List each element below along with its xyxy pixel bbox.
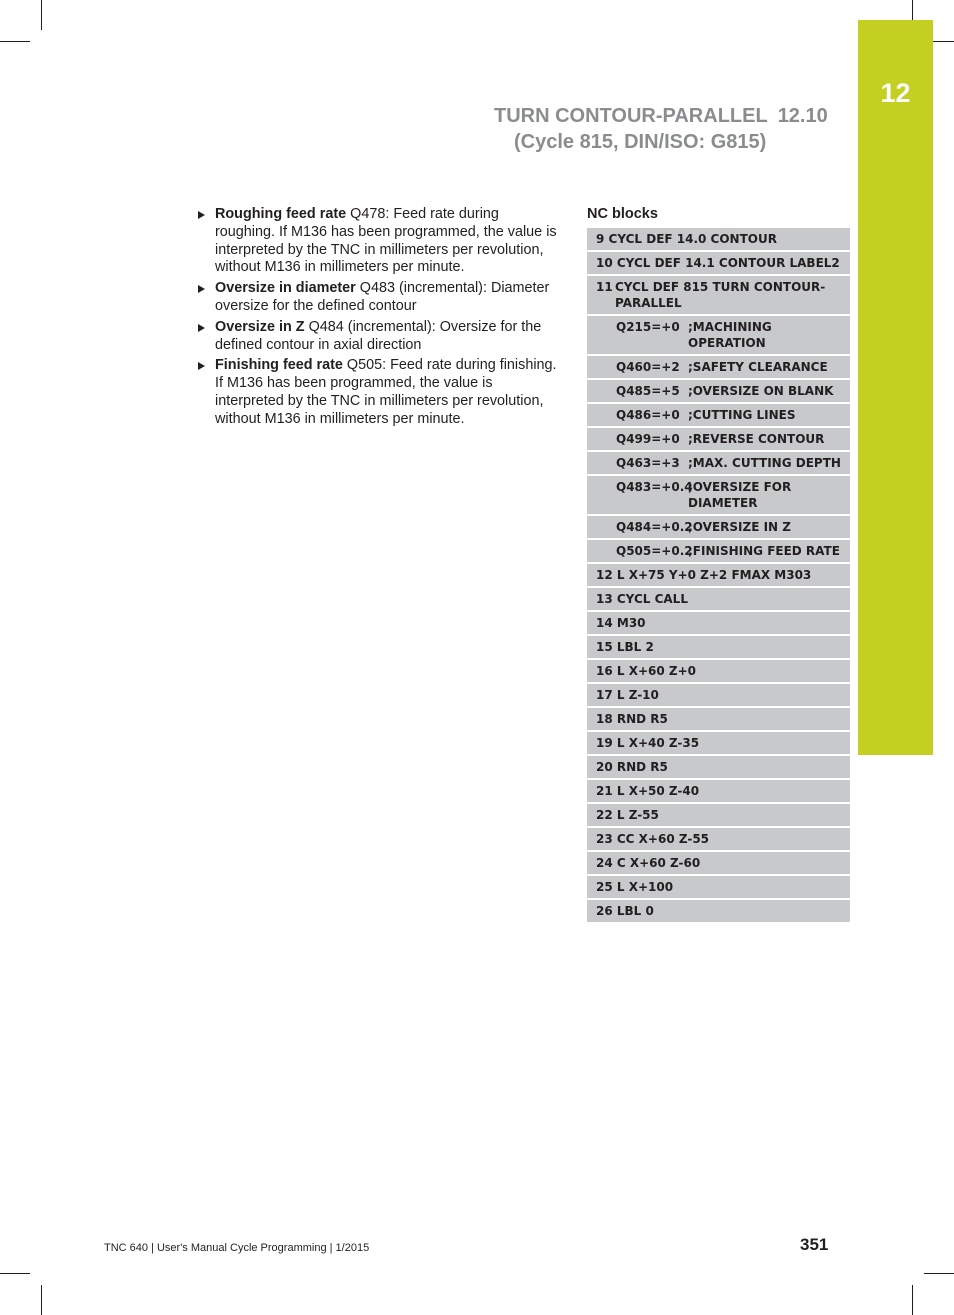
nc-param-row <box>587 356 850 380</box>
nc-param-comment: ;CUTTING LINES <box>688 408 796 422</box>
nc-param-row <box>587 380 850 404</box>
param-item <box>196 357 561 428</box>
crop-mark <box>41 1285 42 1315</box>
nc-param-comment: ;OVERSIZE IN Z <box>688 520 791 534</box>
nc-param-row <box>587 316 850 356</box>
nc-param-comment: ;MACHINING OPERATION <box>688 320 772 350</box>
nc-row: 18 RND R5 <box>587 708 850 732</box>
bullet-arrow-icon <box>198 211 205 219</box>
nc-param-comment: ;MAX. CUTTING DEPTH <box>688 456 841 470</box>
param-item <box>196 319 561 355</box>
nc-param-value: Q215=+0 <box>616 320 680 334</box>
header-title-text: TURN CONTOUR-PARALLEL <box>494 105 768 127</box>
param-description: Q478: Feed rate during roughing. If M136 has been programmed, the value is interpreted by the TNC in millimeters per revolution, without M136 in millimeters per minute. <box>215 206 557 276</box>
nc-row: 13 CYCL CALL <box>587 588 850 612</box>
nc-row: 23 CC X+60 Z-55 <box>587 828 850 852</box>
nc-row: 16 L X+60 Z+0 <box>587 660 850 684</box>
param-description: Q483 (incremental): Diameter oversize for the defined contour <box>215 280 550 314</box>
nc-row <box>587 276 850 316</box>
crop-mark <box>924 1273 954 1274</box>
param-item <box>196 280 561 316</box>
nc-param-row <box>587 476 850 516</box>
nc-param-value: Q460=+2 <box>616 360 680 374</box>
bullet-arrow-icon <box>198 285 205 293</box>
page-header-title <box>494 104 828 128</box>
nc-row: 15 LBL 2 <box>587 636 850 660</box>
param-term: Finishing feed rate <box>215 357 343 374</box>
bullet-arrow-icon <box>198 324 205 332</box>
crop-mark <box>0 41 30 42</box>
nc-param-comment: ;FINISHING FEED RATE <box>688 544 840 558</box>
nc-param-comment: ;SAFETY CLEARANCE <box>688 360 828 374</box>
nc-param-row <box>587 540 850 564</box>
param-term: Roughing feed rate <box>215 206 347 222</box>
param-term: Oversize in Z <box>215 318 305 335</box>
nc-row-number: 11 <box>596 280 613 294</box>
nc-param-value: Q483=+0.4 <box>616 480 693 494</box>
nc-row: 26 LBL 0 <box>587 900 850 924</box>
page-header-subtitle: (Cycle 815, DIN/ISO: G815) <box>514 131 767 153</box>
nc-row: 12 L X+75 Y+0 Z+2 FMAX M303 <box>587 564 850 588</box>
nc-param-value: Q463=+3 <box>616 456 680 470</box>
crop-mark <box>912 1285 913 1315</box>
nc-param-row <box>587 404 850 428</box>
nc-row-text: CYCL DEF 815 TURN CONTOUR-PARALLEL <box>615 280 826 310</box>
nc-row: 9 CYCL DEF 14.0 CONTOUR <box>587 228 850 252</box>
param-item <box>196 206 561 277</box>
crop-mark <box>41 0 42 30</box>
nc-param-comment: ;OVERSIZE FOR DIAMETER <box>688 480 792 510</box>
nc-row: 22 L Z-55 <box>587 804 850 828</box>
nc-param-value: Q499=+0 <box>616 432 680 446</box>
nc-row: 20 RND R5 <box>587 756 850 780</box>
nc-row: 19 L X+40 Z-35 <box>587 732 850 756</box>
param-term: Oversize in diameter <box>215 280 356 297</box>
crop-mark <box>0 1273 30 1274</box>
parameter-list <box>196 206 561 432</box>
nc-row: 14 M30 <box>587 612 850 636</box>
nc-param-comment: ;REVERSE CONTOUR <box>688 432 825 446</box>
nc-param-row <box>587 516 850 540</box>
nc-param-value: Q485=+5 <box>616 384 680 398</box>
nc-row: 24 C X+60 Z-60 <box>587 852 850 876</box>
nc-blocks-table <box>587 228 850 924</box>
chapter-number: 12 <box>880 78 911 108</box>
bullet-arrow-icon <box>198 362 205 370</box>
nc-param-comment: ;OVERSIZE ON BLANK <box>688 384 834 398</box>
nc-param-row <box>587 452 850 476</box>
nc-blocks-heading: NC blocks <box>587 206 658 222</box>
nc-row: 21 L X+50 Z-40 <box>587 780 850 804</box>
footer-text: TNC 640 | User's Manual Cycle Programming | 1/2015 <box>104 1242 370 1254</box>
nc-param-row <box>587 428 850 452</box>
nc-param-value: Q486=+0 <box>616 408 680 422</box>
chapter-tab <box>858 20 933 755</box>
nc-row: 25 L X+100 <box>587 876 850 900</box>
param-description: Q505: Feed rate during finishing. If M136 has been programmed, the value is interpreted by the TNC in millimeters per revolution, without M136 in millimeters per minute. <box>215 357 557 427</box>
param-description: Q484 (incremental): Oversize for the defined contour in axial direction <box>215 318 542 353</box>
nc-param-value: Q484=+0.2 <box>616 520 693 534</box>
nc-row: 10 CYCL DEF 14.1 CONTOUR LABEL2 <box>587 252 850 276</box>
nc-param-value: Q505=+0.2 <box>616 544 693 558</box>
header-section-number: 12.10 <box>777 105 828 127</box>
page-number: 351 <box>800 1235 829 1254</box>
nc-row: 17 L Z-10 <box>587 684 850 708</box>
